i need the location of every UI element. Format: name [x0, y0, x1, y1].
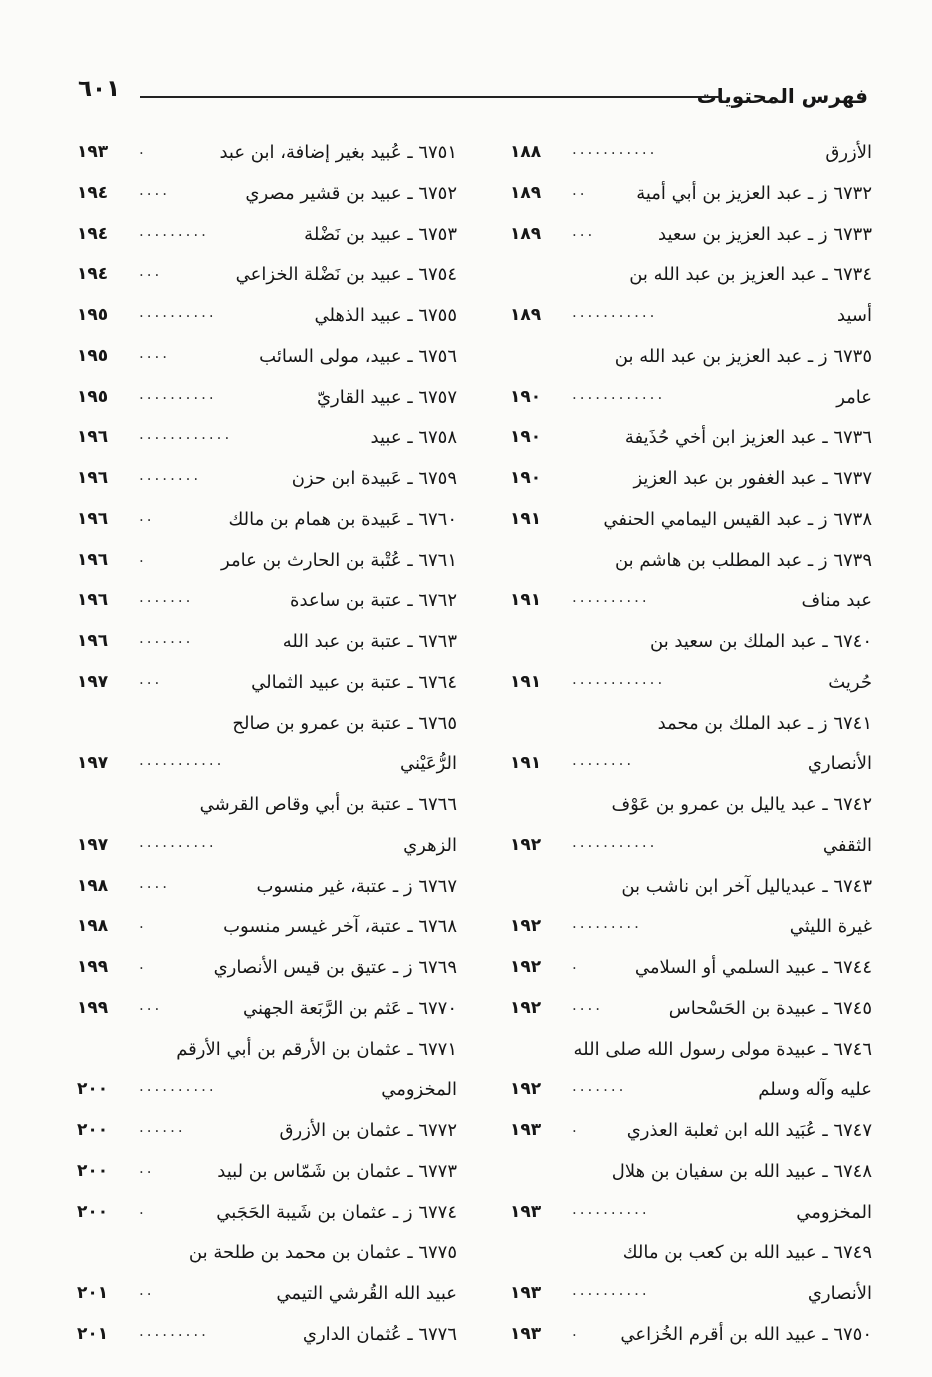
- entry-page-number: ١٩١: [510, 590, 542, 611]
- entry-page-number: ١٨٩: [510, 223, 542, 244]
- leader-dots: ....: [139, 873, 171, 892]
- index-entry: [510, 705, 872, 746]
- index-entry: [77, 256, 457, 297]
- entry-page-number: ١٩٠: [510, 386, 542, 407]
- index-entry: [510, 908, 872, 949]
- entry-text: ٦٧٥٧ ـ عبيد القاريّ: [316, 386, 457, 408]
- index-entry: [77, 216, 457, 257]
- leader-dots: ....: [139, 180, 171, 199]
- entry-page-number: ١٨٨: [510, 142, 542, 162]
- leader-dots: ..: [139, 506, 155, 525]
- entry-text: ٦٧٦٢ ـ عتبة بن ساعدة: [290, 590, 457, 612]
- index-entry: [510, 297, 872, 338]
- leader-dots: ......: [139, 1118, 186, 1136]
- entry-page-number: ١٩٢: [510, 916, 542, 937]
- leader-dots: ....: [572, 995, 604, 1014]
- entry-text: ٦٧٤٩ ـ عبيد الله بن كعب بن مالك: [622, 1242, 872, 1264]
- entry-page-number: ١٩١: [510, 508, 542, 529]
- header-title: فهرس المحتويات: [696, 84, 868, 108]
- entry-text: ٦٧٦١ ـ عُتْبة بن الحارث بن عامر: [221, 549, 457, 571]
- entry-text: ٦٧٥٦ ـ عبيد، مولى السائب: [259, 345, 457, 367]
- leader-dots: ..: [139, 1281, 155, 1299]
- index-entry: [510, 460, 872, 501]
- index-entry: [77, 908, 457, 949]
- entry-page-number: ١٩٨: [77, 875, 109, 896]
- entry-text: ٦٧٦٥ ـ عتبة بن عمرو بن صالح: [232, 712, 457, 734]
- entry-text: ٦٧٦٦ ـ عتبة بن أبي وقاص القرشي: [199, 794, 457, 815]
- entry-page-number: ١٩٣: [510, 1201, 542, 1222]
- leader-dots: .: [139, 1199, 147, 1218]
- entry-text: ٦٧٧١ ـ عثمان بن الأرقم بن أبي الأرقم: [176, 1038, 457, 1060]
- entry-text: ٦٧٦٧ ز ـ عتبة، غير منسوب: [256, 875, 457, 897]
- entry-text: ٦٧٥٥ ـ عبيد الذهلي: [314, 305, 457, 326]
- entry-page-number: ١٩٢: [510, 997, 542, 1018]
- leader-dots: .......: [572, 1077, 627, 1096]
- index-entry: [510, 1194, 872, 1235]
- index-entry: [77, 705, 457, 746]
- page-number: ٦٠١: [78, 76, 121, 102]
- entry-page-number: ١٩٤: [77, 264, 109, 285]
- entry-text: ٦٧٥٢ ـ عبيد بن قشير مصري: [245, 182, 457, 204]
- index-entry: [77, 1275, 457, 1316]
- leader-dots: .......: [139, 629, 194, 647]
- index-entry: [510, 664, 872, 705]
- leader-dots: ...: [139, 995, 163, 1014]
- index-entry: [77, 542, 457, 583]
- entry-text: ٦٧٣٣ ز ـ عبد العزيز بن سعيد: [658, 223, 872, 245]
- index-entry: [77, 664, 457, 705]
- leader-dots: .: [572, 1118, 580, 1136]
- index-entry: [510, 419, 872, 460]
- index-entry: [510, 623, 872, 664]
- index-entry: [77, 582, 457, 623]
- entry-text: الثقفي: [822, 834, 872, 856]
- leader-dots: ...........: [572, 832, 658, 851]
- index-entry: [77, 1153, 457, 1194]
- leader-dots: ..........: [572, 1199, 650, 1218]
- entry-text: ٦٧٦٠ ـ عَبيدة بن همام بن مالك: [228, 508, 457, 530]
- entry-text: المخزومي: [381, 1079, 457, 1101]
- index-column-left: [77, 134, 457, 1357]
- entry-text: ٦٧٣٧ ـ عبد الغفور بن عبد العزيز: [633, 468, 872, 489]
- entry-page-number: ١٩٧: [77, 753, 109, 774]
- leader-dots: .........: [572, 914, 642, 933]
- index-entry: [77, 379, 457, 420]
- index-entry: [77, 786, 457, 827]
- entry-page-number: ١٩٣: [510, 1120, 542, 1140]
- index-entry: [77, 1194, 457, 1235]
- entry-page-number: ٢٠٠: [77, 1201, 109, 1222]
- entry-page-number: ١٩٩: [77, 957, 109, 977]
- index-entry: [77, 175, 457, 216]
- leader-dots: ...: [139, 262, 163, 281]
- index-entry: [510, 868, 872, 909]
- entry-page-number: ١٩٤: [77, 223, 109, 244]
- entry-page-number: ١٩٣: [510, 1283, 542, 1303]
- leader-dots: .: [572, 955, 580, 973]
- index-column-right: [510, 134, 872, 1357]
- leader-dots: ............: [139, 425, 233, 444]
- index-entry: [510, 134, 872, 175]
- entry-text: ٦٧٦٨ ـ عتبة، آخر غيسر منسوب: [223, 916, 457, 938]
- index-entry: [77, 1031, 457, 1072]
- entry-page-number: ١٩٦: [77, 468, 109, 488]
- entry-text: عبيد الله القُرشي التيمي: [276, 1283, 457, 1304]
- leader-dots: ..: [139, 1158, 155, 1177]
- entry-page-number: ١٩٦: [77, 427, 109, 448]
- index-entry: [77, 1071, 457, 1112]
- page-header: [78, 70, 868, 120]
- entry-text: ٦٧٧٥ ـ عثمان بن محمد بن طلحة بن: [188, 1242, 457, 1264]
- index-entry: [77, 990, 457, 1031]
- index-entry: [510, 501, 872, 542]
- entry-page-number: ١٩٦: [77, 590, 109, 611]
- entry-text: عامر: [836, 386, 872, 408]
- index-entry: [510, 582, 872, 623]
- index-entry: [510, 216, 872, 257]
- entry-text: ٦٧٣٤ ـ عبد العزيز بن عبد الله بن: [629, 264, 872, 286]
- entry-text: ٦٧٥٨ ـ عبيد: [370, 427, 457, 449]
- entry-page-number: ١٨٩: [510, 182, 542, 203]
- entry-text: حُريث: [828, 671, 872, 693]
- leader-dots: ............: [572, 384, 666, 403]
- entry-page-number: ١٩٠: [510, 468, 542, 488]
- entry-page-number: ١٩٨: [77, 916, 109, 937]
- index-entry: [77, 297, 457, 338]
- index-entry: [510, 949, 872, 990]
- leader-dots: ...: [572, 221, 596, 240]
- entry-text: الأزرق: [825, 142, 872, 163]
- entry-text: ٦٧٦٤ ـ عتبة بن عبيد الثمالي: [251, 671, 457, 693]
- index-entry: [510, 256, 872, 297]
- leader-dots: .: [139, 914, 147, 933]
- index-entry: [77, 460, 457, 501]
- entry-text: ٦٧٦٩ ز ـ عتيق بن قيس الأنصاري: [213, 957, 457, 978]
- entry-page-number: ١٩٤: [77, 182, 109, 203]
- entry-text: ٦٧٧٣ ـ عثمان بن شَمّاس بن لبيد: [217, 1160, 457, 1182]
- index-entry: [77, 745, 457, 786]
- index-entry: [77, 868, 457, 909]
- index-entry: [77, 1316, 457, 1357]
- index-entry: [510, 1031, 872, 1072]
- entry-page-number: ١٩٢: [510, 834, 542, 855]
- index-entry: [77, 949, 457, 990]
- index-entry: [77, 501, 457, 542]
- index-entry: [510, 990, 872, 1031]
- leader-dots: .: [139, 547, 147, 566]
- header-rule: [140, 96, 722, 98]
- leader-dots: ..: [572, 180, 588, 199]
- entry-text: الرُّعَيْني: [399, 753, 457, 775]
- entry-page-number: ١٩٦: [77, 631, 109, 651]
- index-entry: [77, 134, 457, 175]
- entry-page-number: ٢٠٠: [77, 1079, 109, 1100]
- entry-page-number: ١٩٦: [77, 549, 109, 570]
- entry-page-number: ١٩١: [510, 753, 542, 774]
- entry-page-number: ١٩٧: [77, 834, 109, 855]
- index-entry: [77, 1234, 457, 1275]
- entry-text: ٦٧٥٠ ـ عبيد الله بن أقرم الخُزاعي: [620, 1323, 872, 1345]
- entry-text: ٦٧٣٩ ز ـ عبد المطلب بن هاشم بن: [614, 549, 872, 571]
- index-entry: [510, 1112, 872, 1153]
- entry-page-number: ٢٠٠: [77, 1120, 109, 1140]
- entry-page-number: ١٩٣: [77, 142, 109, 162]
- entry-page-number: ١٩٢: [510, 1079, 542, 1100]
- entry-text: ٦٧٤٦ ـ عبيدة مولى رسول الله صلى الله: [573, 1038, 872, 1060]
- entry-text: ٦٧٤٢ ـ عبد ياليل بن عمرو بن عَوْف: [611, 794, 872, 815]
- leader-dots: .........: [139, 221, 209, 240]
- entry-text: ٦٧٤٧ ـ عُبَيد الله ابن ثعلبة العذري: [626, 1120, 872, 1141]
- entry-text: ٦٧٣٥ ز ـ عبد العزيز بن عبد الله بن: [614, 345, 872, 367]
- leader-dots: ....: [139, 343, 171, 362]
- index-entry: [510, 1153, 872, 1194]
- entry-text: أسيد: [837, 305, 872, 326]
- index-entry: [77, 338, 457, 379]
- index-entry: [510, 379, 872, 420]
- entry-text: ٦٧٤٣ ـ عبدياليل آخر ابن ناشب بن: [621, 875, 872, 897]
- entry-page-number: ١٩٦: [77, 508, 109, 529]
- entry-page-number: ١٩١: [510, 671, 542, 692]
- index-entry: [510, 786, 872, 827]
- entry-text: عليه وآله وسلم: [758, 1079, 872, 1101]
- index-entry: [510, 1071, 872, 1112]
- index-entry: [77, 827, 457, 868]
- entry-page-number: ١٩٢: [510, 957, 542, 977]
- entry-page-number: ٢٠١: [77, 1283, 109, 1303]
- leader-dots: ...........: [572, 303, 658, 321]
- entry-page-number: ٢٠١: [77, 1323, 109, 1344]
- entry-text: ٦٧٤١ ز ـ عبد الملك بن محمد: [657, 712, 872, 734]
- index-entry: [510, 745, 872, 786]
- index-entry: [510, 338, 872, 379]
- entry-text: ٦٧٥١ ـ عُبيد بغير إضافة، ابن عبد: [219, 142, 457, 163]
- entry-text: ٦٧٥٩ ـ عَبيدة ابن حزن: [291, 468, 457, 489]
- leader-dots: ..........: [572, 1281, 650, 1299]
- leader-dots: ........: [139, 466, 202, 484]
- entry-text: عبد مناف: [801, 590, 872, 612]
- entry-text: ٦٧٤٥ ـ عبيدة بن الحَسْحاس: [668, 997, 872, 1019]
- entry-text: ٦٧٣٦ ـ عبد العزيز ابن أخي حُذَيفة: [624, 427, 872, 449]
- entry-text: غيرة الليثي: [789, 916, 872, 938]
- entry-text: الأنصاري: [807, 753, 872, 775]
- entry-text: ٦٧٧٠ ـ عَثم بن الرَّبَعة الجهني: [242, 997, 457, 1019]
- entry-page-number: ١٩٥: [77, 305, 109, 325]
- leader-dots: ............: [572, 669, 666, 688]
- entry-text: ٦٧٤٨ ـ عبيد الله بن سفيان بن هلال: [611, 1160, 872, 1182]
- leader-dots: ...: [139, 669, 163, 688]
- leader-dots: .........: [139, 1321, 209, 1340]
- leader-dots: ..........: [139, 832, 217, 851]
- entry-text: ٦٧٥٤ ـ عبيد بن نَضْلة الخزاعي: [235, 264, 457, 286]
- leader-dots: ..........: [139, 1077, 217, 1096]
- index-entry: [510, 1316, 872, 1357]
- leader-dots: ..........: [139, 303, 217, 321]
- index-entry: [510, 175, 872, 216]
- entry-text: ٦٧٣٨ ز ـ عبد القيس اليمامي الحنفي: [603, 508, 872, 530]
- entry-text: ٦٧٤٤ ـ عبيد السلمي أو السلامي: [634, 957, 872, 978]
- entry-text: الأنصاري: [807, 1283, 872, 1304]
- leader-dots: .: [139, 140, 147, 158]
- leader-dots: ...........: [572, 140, 658, 158]
- index-entry: [510, 1275, 872, 1316]
- leader-dots: ........: [572, 751, 635, 770]
- entry-page-number: ١٩٩: [77, 997, 109, 1018]
- leader-dots: ..........: [572, 588, 650, 607]
- entry-page-number: ١٩٥: [77, 386, 109, 407]
- index-entry: [510, 827, 872, 868]
- entry-text: المخزومي: [796, 1201, 872, 1223]
- index-entry: [77, 623, 457, 664]
- leader-dots: .......: [139, 588, 194, 607]
- leader-dots: .: [572, 1321, 580, 1340]
- entry-page-number: ١٩٠: [510, 427, 542, 448]
- entry-page-number: ١٩٣: [510, 1323, 542, 1344]
- index-entry: [510, 542, 872, 583]
- entry-text: ٦٧٧٤ ز ـ عثمان بن شَيبة الحَجَبي: [216, 1201, 457, 1223]
- index-entry: [77, 419, 457, 460]
- entry-text: ٦٧٦٣ ـ عتبة بن عبد الله: [282, 631, 457, 652]
- entry-text: ٦٧٣٢ ز ـ عبد العزيز بن أبي أمية: [636, 182, 872, 204]
- leader-dots: ..........: [139, 384, 217, 403]
- index-entry: [510, 1234, 872, 1275]
- entry-page-number: ١٨٩: [510, 305, 542, 325]
- entry-page-number: ٢٠٠: [77, 1160, 109, 1181]
- entry-page-number: ١٩٧: [77, 671, 109, 692]
- leader-dots: ...........: [139, 751, 225, 770]
- index-entry: [77, 1112, 457, 1153]
- entry-text: ٦٧٧٢ ـ عثمان بن الأزرق: [279, 1120, 457, 1141]
- entry-text: الزهري: [403, 834, 457, 856]
- entry-text: ٦٧٥٣ ـ عبيد بن نَضْلة: [304, 223, 457, 245]
- entry-text: ٦٧٤٠ ـ عبد الملك بن سعيد بن: [650, 631, 872, 652]
- entry-text: ٦٧٧٦ ـ عُثمان الداري: [302, 1323, 457, 1345]
- entry-page-number: ١٩٥: [77, 345, 109, 366]
- leader-dots: .: [139, 955, 147, 973]
